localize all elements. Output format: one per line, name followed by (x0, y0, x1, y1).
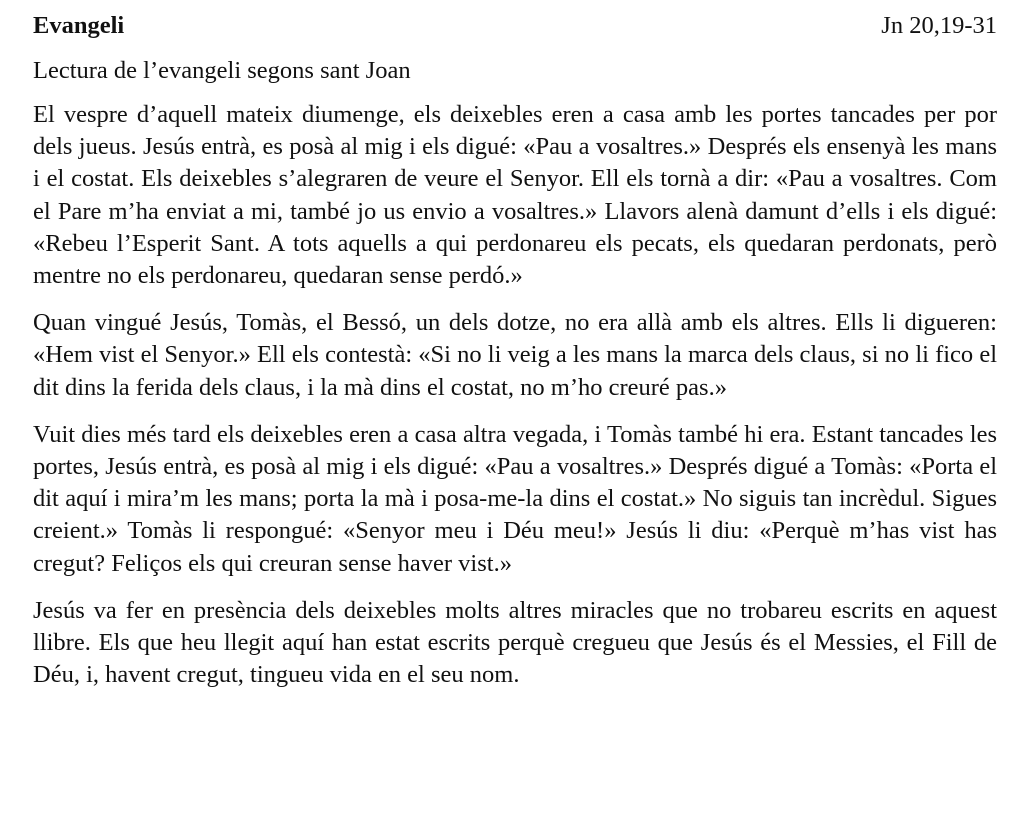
document-header (33, 10, 997, 42)
reading-body (33, 99, 997, 691)
document-page (33, 10, 997, 691)
paragraph-1: El vespre d’aquell mateix diumenge, els deixebles eren a casa amb les portes tancades per por dels jueus. Jesús entrà, es posà al mig i els digué: «Pau a vosaltres.» Després els ensenyà les mans i el costat. Els deixebles s’alegraren de veure el Senyor. Ell els tornà a dir: «Pau a vosaltres. Com el Pare m’ha enviat a mi, també jo us envio a vosaltres.» Llavors alenà damunt d’ells i els digué: «Rebeu l’Esperit Sant. A tots aquells a qui perdonareu els pecats, els quedaran perdonats, però mentre no els perdonareu, quedaran sense perdó.» (33, 101, 997, 290)
reading-subtitle: Lectura de l’evangeli segons sant Joan (33, 57, 411, 84)
scripture-reference: Jn 20,19-31 (881, 12, 997, 39)
page-title: Evangeli (33, 12, 125, 39)
paragraph-3: Vuit dies més tard els deixebles eren a casa altra vegada, i Tomàs també hi era. Estant tancades les portes, Jesús entrà, es posà al mig i els digué: «Pau a vosaltres.» Després digué a Tomàs: «Porta el dit aquí i mira’m les mans; porta la mà i posa-me-la dins el costat.» No siguis tan incrèdul. Sigues creient.» Tomàs li respongué: «Senyor meu i Déu meu!» Jesús li diu: «Perquè m’has vist has cregut? Feliços els qui creuran sense haver vist.» (33, 420, 997, 577)
paragraph-4: Jesús va fer en presència dels deixebles molts altres miracles que no trobareu escrits en aquest llibre. Els que heu llegit aquí han estat escrits perquè cregueu que Jesús és el Messies, el Fill de Déu, i, havent cregut, tingueu vida en el seu nom. (33, 596, 997, 689)
paragraph-2: Quan vingué Jesús, Tomàs, el Bessó, un dels dotze, no era allà amb els altres. Ells li digueren: «Hem vist el Senyor.» Ell els contestà: «Si no li veig a les mans la marca dels claus, si no li fico el dit dins la ferida dels claus, i la mà dins el costat, no m’ho creuré pas.» (33, 309, 997, 401)
